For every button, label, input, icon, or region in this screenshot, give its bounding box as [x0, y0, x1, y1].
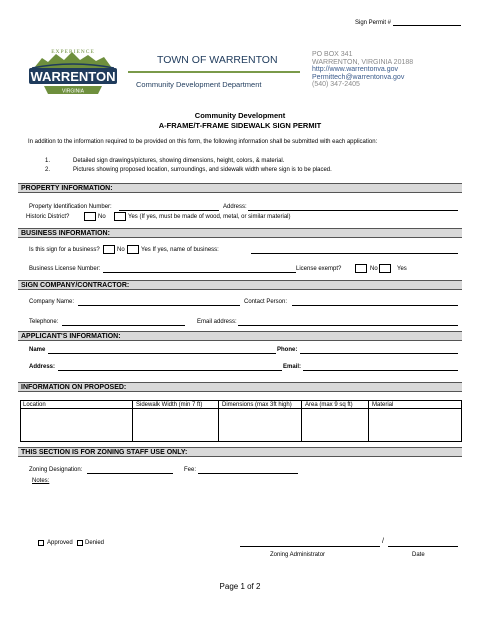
town-name: TOWN OF WARRENTON [157, 54, 278, 66]
column-header: Material [372, 402, 394, 408]
approved-checkbox[interactable] [38, 540, 44, 546]
business-yes-label: Yes If yes, name of business: [141, 247, 219, 253]
department-name: Community Development Department [136, 80, 262, 89]
applicant-name-label: Name [29, 347, 46, 353]
table-cell-location[interactable] [20, 400, 133, 442]
approved-label: Approved [47, 540, 73, 546]
contractor-section-header [18, 280, 462, 290]
property-id-label: Property Identification Number: [29, 204, 112, 210]
town-address-block [312, 51, 413, 89]
requirement-text: Detailed sign drawings/pictures, showing dimensions, height, colors, & material. [73, 158, 285, 164]
applicant-address-label: Address: [29, 364, 56, 370]
section-heading: THIS SECTION IS FOR ZONING STAFF USE ONLY: [21, 449, 188, 456]
sign-permit-label: Sign Permit # [355, 20, 392, 26]
zoning-designation-label: Zoning Designation: [29, 467, 83, 473]
applicant-email-field[interactable] [303, 370, 458, 371]
table-cell-material[interactable] [369, 400, 462, 442]
exempt-yes-label: Yes [397, 266, 407, 272]
business-no-checkbox[interactable] [127, 245, 139, 254]
notes-label: Notes: [32, 478, 50, 484]
property-address-field[interactable] [248, 210, 458, 211]
column-header: Location [23, 402, 46, 408]
exempt-no-label: No [370, 266, 378, 272]
zoning-admin-label: Zoning Administrator [270, 552, 326, 558]
contact-person-label: Contact Person: [244, 299, 288, 305]
page-number: Page 1 of 2 [219, 582, 261, 591]
column-header: Sidewalk Width (min 7 ft) [136, 402, 203, 408]
phone-line: (540) 347-2405 [312, 81, 360, 89]
form-title-line2: A-FRAME/T-FRAME SIDEWALK SIGN PERMIT [158, 121, 322, 130]
property-section-header [18, 183, 462, 193]
applicant-email-label: Email: [283, 364, 302, 370]
applicant-section-header [18, 331, 462, 341]
date-label: Date [412, 552, 425, 558]
denied-checkbox[interactable] [77, 540, 83, 546]
table-cell-dimensions[interactable] [219, 400, 302, 442]
property-id-field[interactable] [119, 210, 219, 211]
section-heading: SIGN COMPANY/CONTRACTOR: [21, 282, 130, 289]
date-separator: / [382, 538, 384, 545]
telephone-field[interactable] [62, 325, 185, 326]
historic-yes-label: Yes (If yes, must be made of wood, metal, or similar material) [128, 214, 291, 220]
requirement-number: 2. [45, 167, 51, 173]
logo-sub-text: VIRGINIA [62, 88, 84, 95]
email-address-field[interactable] [238, 325, 458, 326]
table-cell-area[interactable] [302, 400, 369, 442]
fee-field[interactable] [198, 473, 298, 474]
email-address-label: Email address: [197, 319, 237, 325]
proposed-section-header [18, 382, 462, 392]
section-heading: INFORMATION ON PROPOSED: [21, 384, 127, 391]
requirement-text: Pictures showing proposed location, surroundings, and sidewalk width where sign is to be placed. [73, 167, 332, 173]
warrenton-logo [26, 46, 120, 104]
fee-label: Fee: [184, 467, 197, 473]
address-line: PO BOX 341 [312, 51, 353, 58]
historic-no-checkbox[interactable] [114, 212, 126, 221]
business-no-label: No [117, 247, 125, 253]
historic-no-label: No [98, 214, 106, 220]
denied-label: Denied [85, 540, 105, 546]
exempt-no-checkbox[interactable] [379, 264, 391, 273]
property-address-label: Address: [223, 204, 247, 210]
company-name-label: Company Name: [29, 299, 75, 305]
business-license-label: Business License Number: [29, 266, 101, 272]
table-cell-sidewalk-width[interactable] [133, 400, 219, 442]
business-question-label: Is this sign for a business? [29, 247, 100, 253]
applicant-name-field[interactable] [48, 353, 276, 354]
business-license-field[interactable] [103, 272, 296, 273]
email-link: Permittech@warrentonva.gov [312, 73, 405, 81]
applicant-address-field[interactable] [58, 370, 282, 371]
logo-top-text: EXPERIENCE [51, 49, 95, 55]
column-header: Area (max 9 sq ft) [305, 402, 353, 408]
section-heading: PROPERTY INFORMATION: [21, 185, 113, 192]
section-heading: BUSINESS INFORMATION: [21, 230, 110, 237]
company-name-field[interactable] [78, 305, 240, 306]
zoning-admin-signature-field[interactable] [240, 546, 380, 547]
zoning-section-header [18, 447, 462, 457]
zoning-designation-field[interactable] [87, 473, 173, 474]
logo-main-text: WARRENTON [30, 69, 116, 84]
address-line: WARRENTON, VIRGINIA 20188 [312, 58, 414, 66]
business-name-field[interactable] [251, 253, 458, 254]
business-checkbox-blank[interactable] [103, 245, 115, 254]
applicant-phone-field[interactable] [300, 353, 458, 354]
contact-person-field[interactable] [292, 305, 458, 306]
section-heading: APPLICANT'S INFORMATION: [21, 333, 121, 340]
historic-district-label: Historic District? [26, 214, 70, 220]
intro-text: In addition to the information required to be provided on this form, the following information shall be submitted with each application: [28, 139, 378, 145]
business-section-header [18, 228, 462, 238]
form-title-line1: Community Development [194, 111, 286, 120]
requirement-number: 1. [45, 158, 51, 164]
zoning-date-field[interactable] [388, 546, 458, 547]
license-exempt-label: License exempt? [296, 266, 342, 272]
exempt-checkbox-blank[interactable] [355, 264, 367, 273]
column-header: Dimensions (max 3ft high) [222, 402, 292, 408]
header-rule [128, 71, 300, 73]
sign-permit-number-field[interactable] [393, 25, 461, 26]
website-link: http://www.warrentonva.gov [312, 66, 398, 74]
telephone-label: Telephone: [29, 319, 59, 325]
historic-checkbox-blank[interactable] [84, 212, 96, 221]
applicant-phone-label: Phone: [277, 347, 298, 353]
